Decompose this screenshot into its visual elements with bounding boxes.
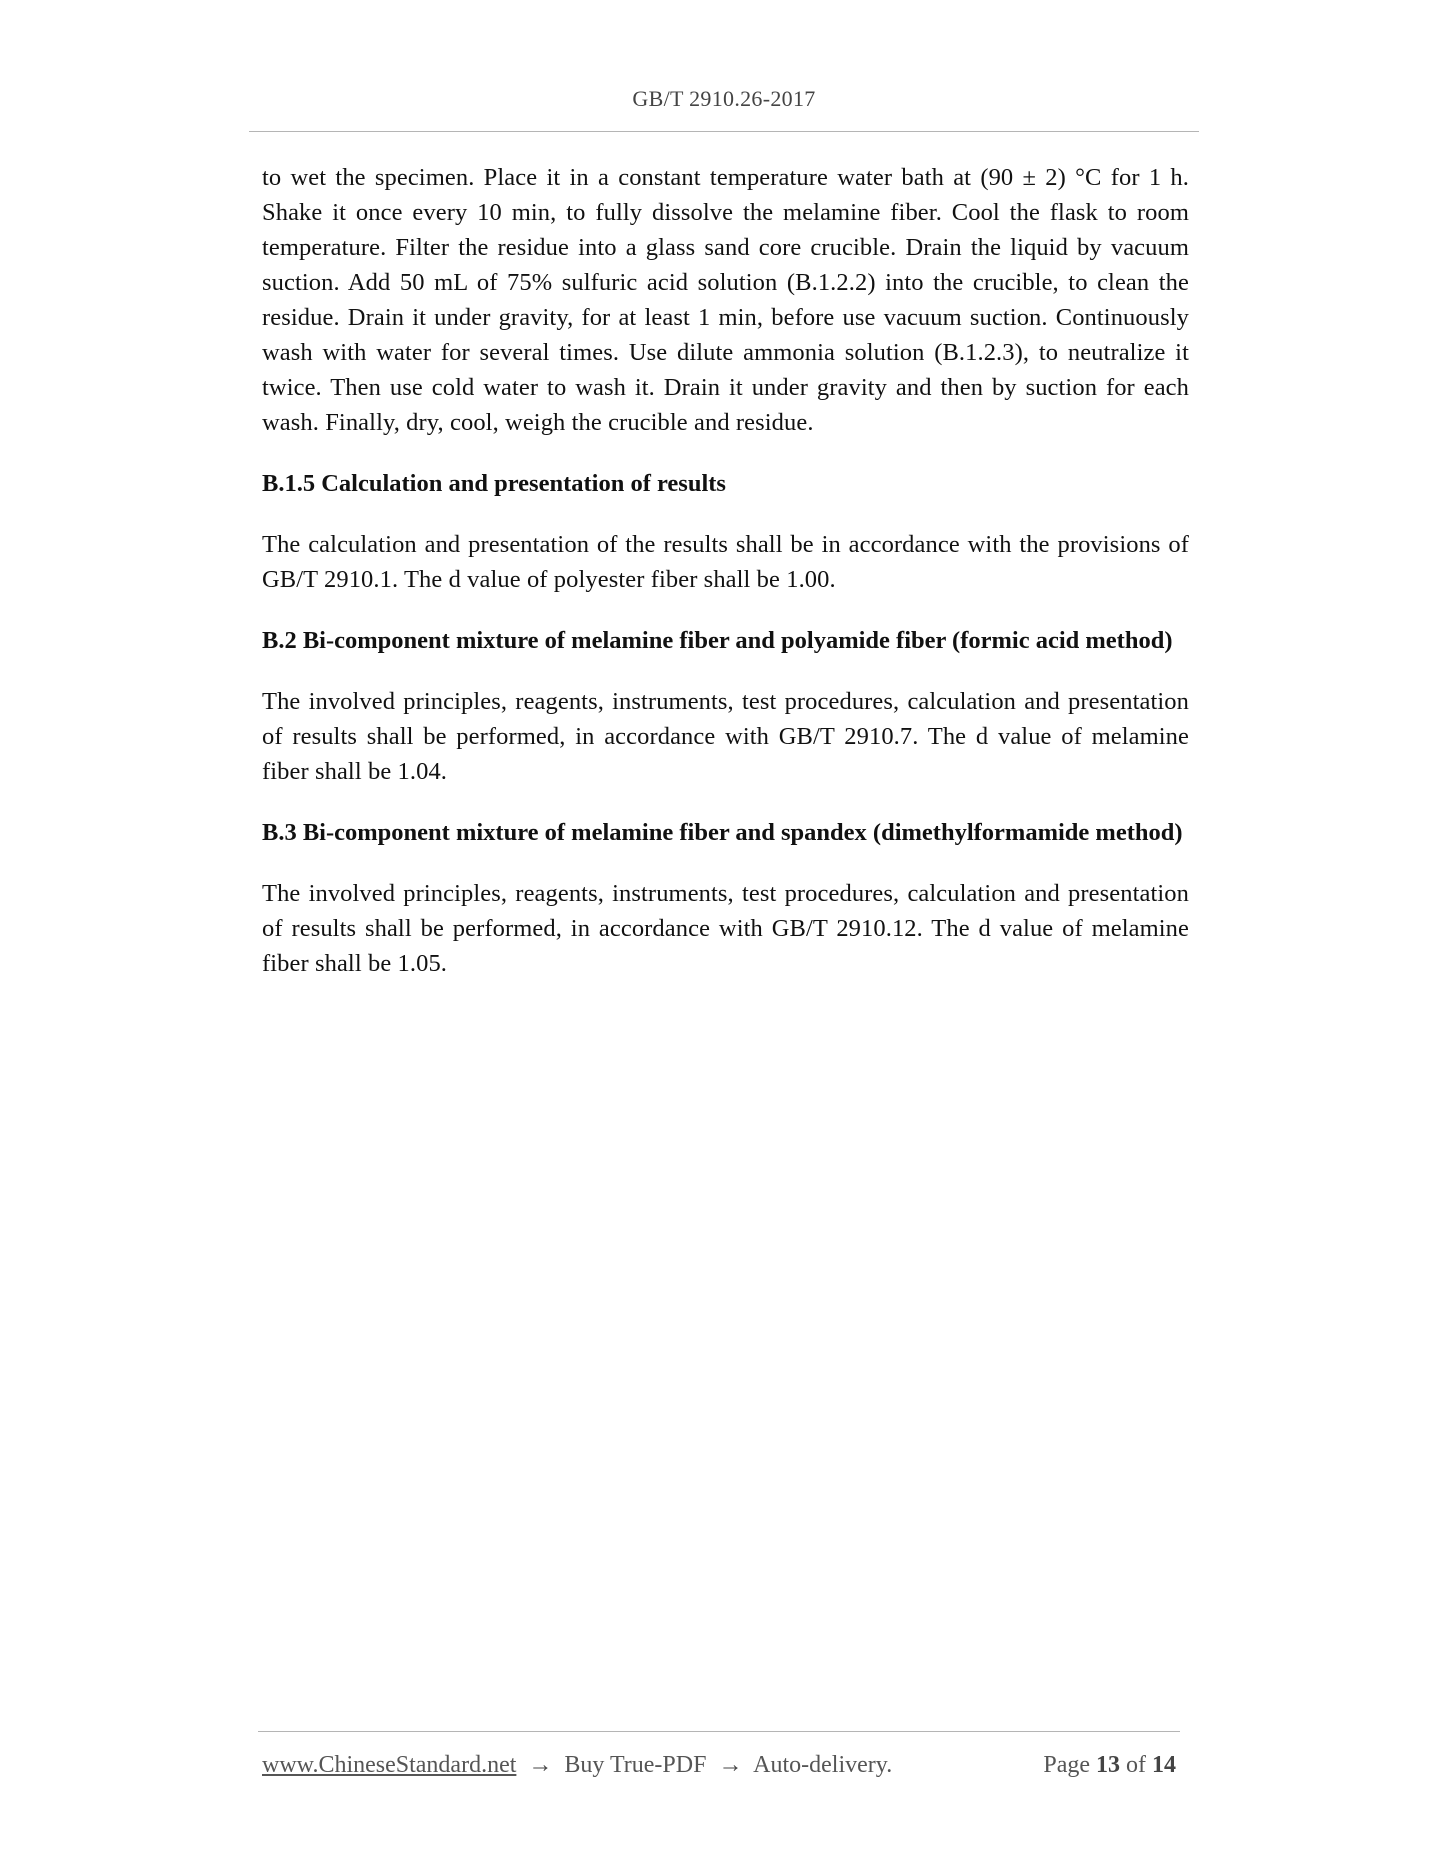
body-paragraph-continuation: to wet the specimen. Place it in a constant temperature water bath at (90 ± 2) °C for 1 h. Shake it once every 10 min, to fully dissolve the melamine fiber. Cool the flask to room temperature. Filter the residue into a glass sand core crucible. Drain the liquid by vacuum suction. Add 50 mL of 75% sulfuric acid solution (B.1.2.2) into the crucible, to clean the residue. Drain it under gravity, for at least 1 min, before use vacuum suction. Continuously wash with water for several times. Use dilute ammonia solution (B.1.2.3), to neutralize it twice. Then use cold water to wash it. Drain it under gravity and then by suction for each wash. Finally, dry, cool, weigh the crucible and residue. bbox=[262, 164, 1189, 436]
header-divider bbox=[249, 131, 1199, 132]
auto-delivery-text: Auto-delivery. bbox=[753, 1752, 893, 1778]
page-body bbox=[262, 160, 1189, 981]
footer-promo bbox=[262, 1752, 892, 1779]
page-total: 14 bbox=[1152, 1752, 1176, 1778]
arrow-right-icon: → bbox=[528, 1752, 553, 1778]
website-link[interactable]: www.ChineseStandard.net bbox=[262, 1752, 517, 1778]
page-of-label: of bbox=[1126, 1752, 1146, 1778]
page-number bbox=[1043, 1752, 1176, 1779]
body-paragraph-b3: The involved principles, reagents, instruments, test procedures, calculation and presentation of results shall be performed, in accordance with GB/T 2910.12. The d value of melamine fiber shall be 1.05. bbox=[262, 880, 1189, 977]
arrow-right-icon: → bbox=[718, 1752, 743, 1778]
buy-pdf-text: Buy True-PDF bbox=[564, 1752, 707, 1778]
body-paragraph-b2: The involved principles, reagents, instruments, test procedures, calculation and presentation of results shall be performed, in accordance with GB/T 2910.7. The d value of melamine fiber shall be 1.04. bbox=[262, 688, 1189, 785]
body-paragraph-b15: The calculation and presentation of the results shall be in accordance with the provisions of GB/T 2910.1. The d value of polyester fiber shall be 1.00. bbox=[262, 531, 1189, 593]
section-heading-b15: B.1.5 Calculation and presentation of results bbox=[262, 470, 726, 497]
section-heading-b3: B.3 Bi-component mixture of melamine fiber and spandex (dimethylformamide method) bbox=[262, 819, 1183, 846]
section-heading-b2: B.2 Bi-component mixture of melamine fiber and polyamide fiber (formic acid method) bbox=[262, 627, 1173, 654]
page-label: Page bbox=[1043, 1752, 1090, 1778]
footer-divider bbox=[258, 1731, 1180, 1732]
document-header-title: GB/T 2910.26-2017 bbox=[632, 86, 816, 111]
page-current: 13 bbox=[1096, 1752, 1120, 1778]
